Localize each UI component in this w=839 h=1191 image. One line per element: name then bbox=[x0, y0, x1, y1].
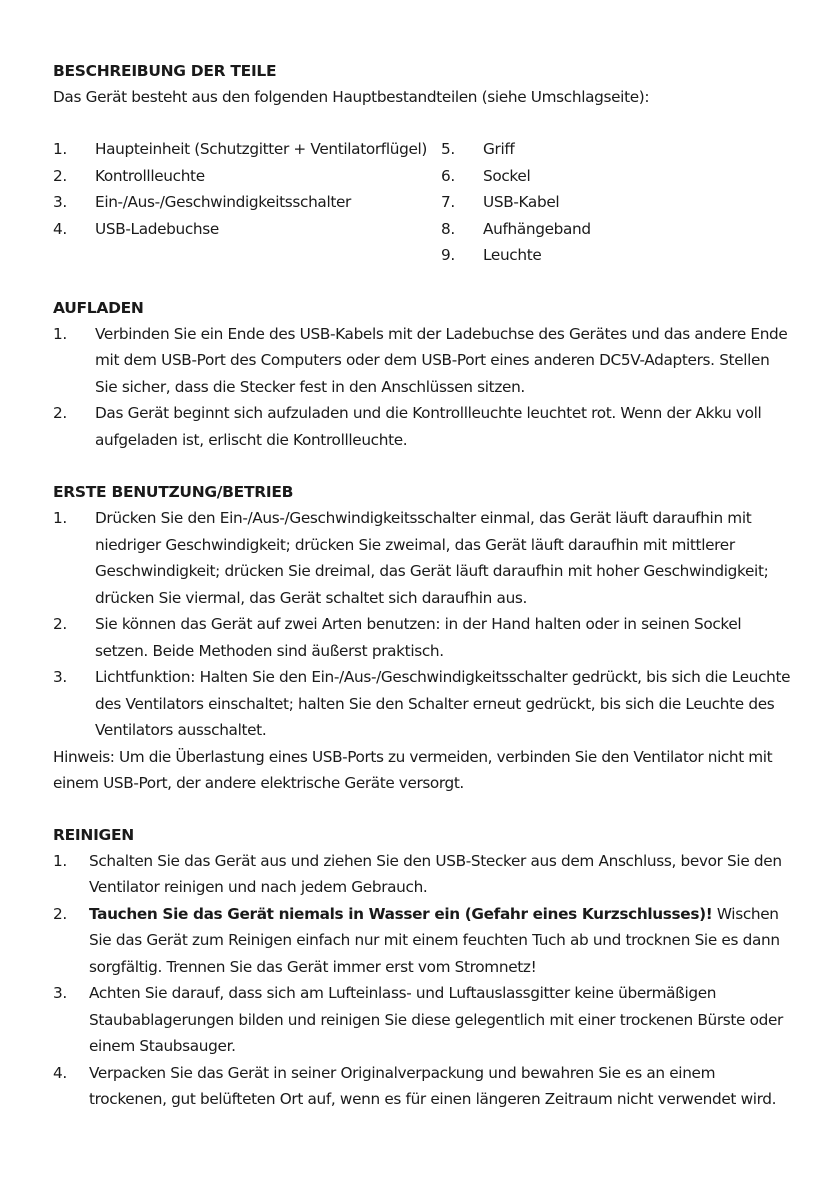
item-number: 1. bbox=[53, 324, 67, 343]
operation-steps bbox=[53, 505, 793, 744]
parts-intro: Das Gerät besteht aus den folgenden Hauptbestandteilen (siehe Umschlagseite): bbox=[53, 88, 650, 106]
parts-list bbox=[53, 136, 793, 269]
item-text: Griff bbox=[483, 140, 515, 158]
item-text: Sie können das Gerät auf zwei Arten benutzen: in der Hand halten oder in seinen Sockel setzen. Beide Methoden sind äußerst praktisch. bbox=[95, 615, 742, 660]
item-text: Haupteinheit (Schutzgitter + Ventilatorflügel) bbox=[95, 140, 428, 158]
list-item bbox=[53, 321, 793, 401]
item-text: Verbinden Sie ein Ende des USB-Kabels mit der Ladebuchse des Gerätes und das andere Ende mit dem USB-Port des Computers oder dem USB-Port eines anderen DC5V-Adapters. Stellen Sie sicher, dass die Stecker fest in den Anschlüssen sitzen. bbox=[95, 324, 788, 396]
list-item bbox=[53, 1060, 793, 1113]
item-number: 8. bbox=[441, 219, 455, 238]
list-item bbox=[53, 216, 441, 243]
item-text: Kontrollleuchte bbox=[95, 166, 205, 185]
item-text: USB-Ladebuchse bbox=[95, 219, 219, 238]
parts-list-right bbox=[441, 136, 591, 269]
list-item bbox=[441, 242, 591, 269]
item-text: Achten Sie darauf, dass sich am Lufteinlass- und Luftauslassgitter keine übermäßigen Staubablagerungen bilden und reinigen Sie diese gelegentlich mit einer trockenen Bürste oder einem Staubsauger. bbox=[89, 984, 783, 1055]
parts-list-left bbox=[53, 136, 441, 269]
item-text bbox=[89, 901, 793, 981]
list-item bbox=[441, 189, 591, 216]
operation-section bbox=[53, 479, 793, 796]
list-item bbox=[53, 189, 441, 216]
list-item bbox=[53, 901, 793, 981]
item-number: 3. bbox=[53, 668, 67, 686]
cleaning-steps bbox=[53, 848, 793, 1113]
parts-section bbox=[53, 58, 793, 269]
operation-heading: ERSTE BENUTZUNG/BETRIEB bbox=[53, 483, 294, 501]
item-text: Sockel bbox=[483, 166, 531, 185]
item-number: 4. bbox=[53, 219, 67, 238]
manual-page bbox=[53, 58, 793, 1113]
parts-heading: BESCHREIBUNG DER TEILE bbox=[53, 62, 277, 80]
item-number: 3. bbox=[53, 984, 67, 1002]
charging-heading: AUFLADEN bbox=[53, 298, 144, 317]
item-text: Lichtfunktion: Halten Sie den Ein-/Aus-/Geschwindigkeitsschalter gedrückt, bis sich die Leuchte des Ventilators einschaltet; halten Sie den Schalter erneut gedrückt, bis sich die Leuchte des Ventilators ausschaltet. bbox=[95, 668, 791, 739]
list-item bbox=[53, 163, 441, 190]
item-text: Schalten Sie das Gerät aus und ziehen Sie den USB-Stecker aus dem Anschluss, bevor Sie den Ventilator reinigen und nach jedem Gebrauch. bbox=[89, 851, 782, 896]
item-number: 1. bbox=[53, 140, 67, 158]
list-item bbox=[53, 136, 441, 163]
charging-steps bbox=[53, 321, 793, 454]
item-text: Leuchte bbox=[483, 246, 542, 264]
item-text: Verpacken Sie das Gerät in seiner Originalverpackung und bewahren Sie es an einem trockenen, gut belüfteten Ort auf, wenn es für einen längeren Zeitraum nicht verwendet wird. bbox=[89, 1063, 777, 1108]
list-item bbox=[53, 400, 793, 453]
item-number: 1. bbox=[53, 851, 67, 870]
item-number: 2. bbox=[53, 166, 67, 185]
item-number: 3. bbox=[53, 193, 67, 211]
item-number: 9. bbox=[441, 246, 455, 264]
item-number: 2. bbox=[53, 615, 67, 633]
item-number: 4. bbox=[53, 1063, 67, 1082]
item-number: 6. bbox=[441, 166, 455, 185]
cleaning-heading: REINIGEN bbox=[53, 825, 134, 844]
list-item bbox=[441, 216, 591, 243]
cleaning-section bbox=[53, 822, 793, 1113]
item-text: USB-Kabel bbox=[483, 193, 560, 211]
item-number: 5. bbox=[441, 140, 455, 158]
warning-text: Tauchen Sie das Gerät niemals in Wasser ein (Gefahr eines Kurzschlusses)! bbox=[89, 904, 713, 923]
list-item bbox=[53, 980, 793, 1060]
list-item bbox=[441, 163, 591, 190]
list-item bbox=[441, 136, 591, 163]
item-number: 1. bbox=[53, 509, 67, 527]
list-item bbox=[53, 848, 793, 901]
charging-section bbox=[53, 295, 793, 454]
item-text-rest: Wischen Sie das Gerät zum Reinigen einfach nur mit einem feuchten Tuch ab und trocknen Sie es dann sorgfältig. Trennen Sie das Gerät immer erst vom Stromnetz! bbox=[89, 904, 780, 976]
item-number: 2. bbox=[53, 404, 67, 422]
item-text: Drücken Sie den Ein-/Aus-/Geschwindigkeitsschalter einmal, das Gerät läuft daraufhin mit niedriger Geschwindigkeit; drücken Sie zweimal, das Gerät läuft daraufhin mit mittlerer Geschwindigkeit; drücken Sie dreimal, das Gerät läuft daraufhin mit hoher Geschwindigkeit; drücken Sie viermal, das Gerät schaltet sich daraufhin aus. bbox=[95, 509, 769, 607]
usb-note: Hinweis: Um die Überlastung eines USB-Ports zu vermeiden, verbinden Sie den Ventilator nicht mit einem USB-Port, der andere elektrische Geräte versorgt. bbox=[53, 747, 773, 792]
item-number: 7. bbox=[441, 193, 455, 211]
list-item bbox=[53, 611, 793, 664]
list-item bbox=[53, 505, 793, 611]
item-text: Das Gerät beginnt sich aufzuladen und die Kontrollleuchte leuchtet rot. Wenn der Akku voll aufgeladen ist, erlischt die Kontrollleuchte. bbox=[95, 404, 762, 449]
list-item bbox=[53, 664, 793, 744]
item-number: 2. bbox=[53, 904, 67, 923]
item-text: Aufhängeband bbox=[483, 219, 591, 238]
item-text: Ein-/Aus-/Geschwindigkeitsschalter bbox=[95, 193, 351, 211]
